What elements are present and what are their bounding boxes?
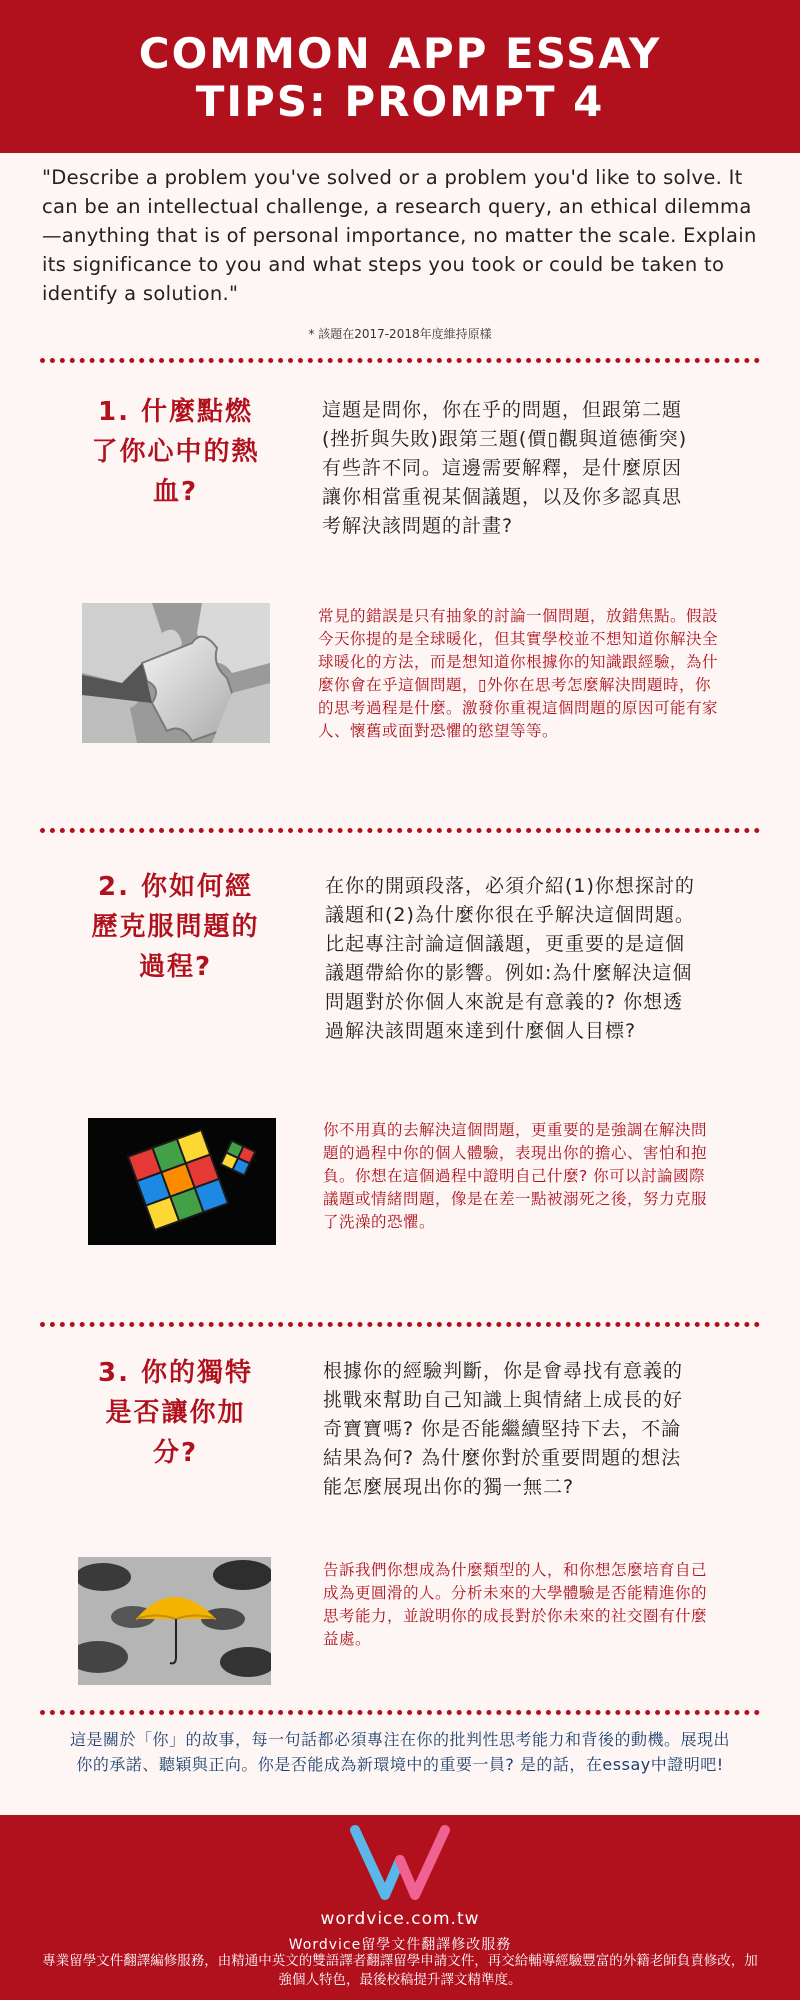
section-1-detail: 常見的錯誤是只有抽象的討論一個問題，放錯焦點。假設今天你提的是全球暖化，但其實學校並不想知道你解決全球暖化的方法，而是想知道你根據你的知識跟經驗，為什麼你會在乎這個問題，▯外你在思考怎麼解決問題時，你的思考過程是什麼。激發你重視這個問題的原因可能有家人、懷舊或面對恐懼的慾望等等。 <box>318 607 719 740</box>
section-1-title: 1. 什麼點燃了你心中的熱血? <box>91 397 260 507</box>
footer-description: 專業留學文件翻譯編修服務，由精通中英文的雙語譯者翻譯留學申請文件，再交給輔導經驗豐富的外籍老師負責修改，加強個人特色，最後校稿提升譯文精準度。 <box>42 1953 758 1988</box>
umbrella-image <box>78 1557 271 1685</box>
wordvice-logo <box>350 1820 450 1905</box>
prompt-quote: "Describe a problem you've solved or a problem you'd like to solve. It can be an intellectual challenge, a research query, an ethical dilemma—anything that is of personal importance, no matter the scale. Explain its significance to you and what steps you took or could be taken to identify a solution." <box>42 166 757 305</box>
page-title <box>0 0 800 126</box>
section-3-title: 3. 你的獨特是否讓你加分? <box>97 1358 254 1468</box>
divider <box>40 358 760 363</box>
divider <box>40 1322 760 1327</box>
section-2-detail: 你不用真的去解決這個問題，更重要的是強調在解決問題的過程中你的個人體驗，表現出你的擔心、害怕和抱負。你想在這個過程中證明自己什麼? 你可以討論國際議題或情緒問題，像是在差一點被溺死之後，努力克服了洗澡的恐懼。 <box>323 1121 708 1231</box>
prompt-note: * 該題在2017-2018年度維持原樣 <box>308 327 492 341</box>
rubiks-cube-image <box>88 1118 276 1245</box>
section-1-body: 這題是問你，你在乎的問題，但跟第二題 (挫折與失敗)跟第三題(價▯觀與道德衝突)有些許不同。這邊需要解釋，是什麼原因讓你相當重視某個議題，以及你多認真思考解決該問題的計畫? <box>322 399 688 537</box>
section-2-body: 在你的開頭段落，必須介紹(1)你想探討的議題和(2)為什麼你很在乎解決這個問題。比起專注討論這個議題，更重要的是這個議題帶給你的影響。例如:為什麼解決這個問題對於你個人來說是有意義的? 你想透過解決該問題來達到什麼個人目標? <box>325 875 695 1042</box>
page-header <box>0 0 800 153</box>
divider <box>40 1710 760 1715</box>
puzzle-image <box>82 603 270 743</box>
section-2-title: 2. 你如何經歷克服問題的過程? <box>91 872 260 982</box>
footer <box>0 1815 800 2000</box>
divider <box>40 828 760 833</box>
section-3-body: 根據你的經驗判斷，你是會尋找有意義的挑戰來幫助自己知識上與情緒上成長的好奇寶寶嗎? 你是否能繼續堅持下去，不論結果為何? 為什麼你對於重要問題的想法能怎麼展現出你的獨一無二? <box>323 1360 684 1498</box>
section-3-detail: 告訴我們你想成為什麼類型的人，和你想怎麼培育自己成為更圓滑的人。分析未來的大學體驗是否能精進你的思考能力，並說明你的成長對於你未來的社交圈有什麼益處。 <box>323 1561 708 1648</box>
footer-url[interactable]: wordvice.com.tw <box>320 1909 480 1929</box>
title-line-1: COMMON APP ESSAY <box>138 29 662 78</box>
footer-name: Wordvice留學文件翻譯修改服務 <box>288 1937 512 1953</box>
closing-text: 這是關於「你」的故事，每一句話都必須專注在你的批判性思考能力和背後的動機。展現出你的承諾、聽穎與正向。你是否能成為新環境中的重要一員? 是的話，在essay中證明吧! <box>70 1730 731 1774</box>
title-line-2: TIPS: PROMPT 4 <box>195 77 605 126</box>
